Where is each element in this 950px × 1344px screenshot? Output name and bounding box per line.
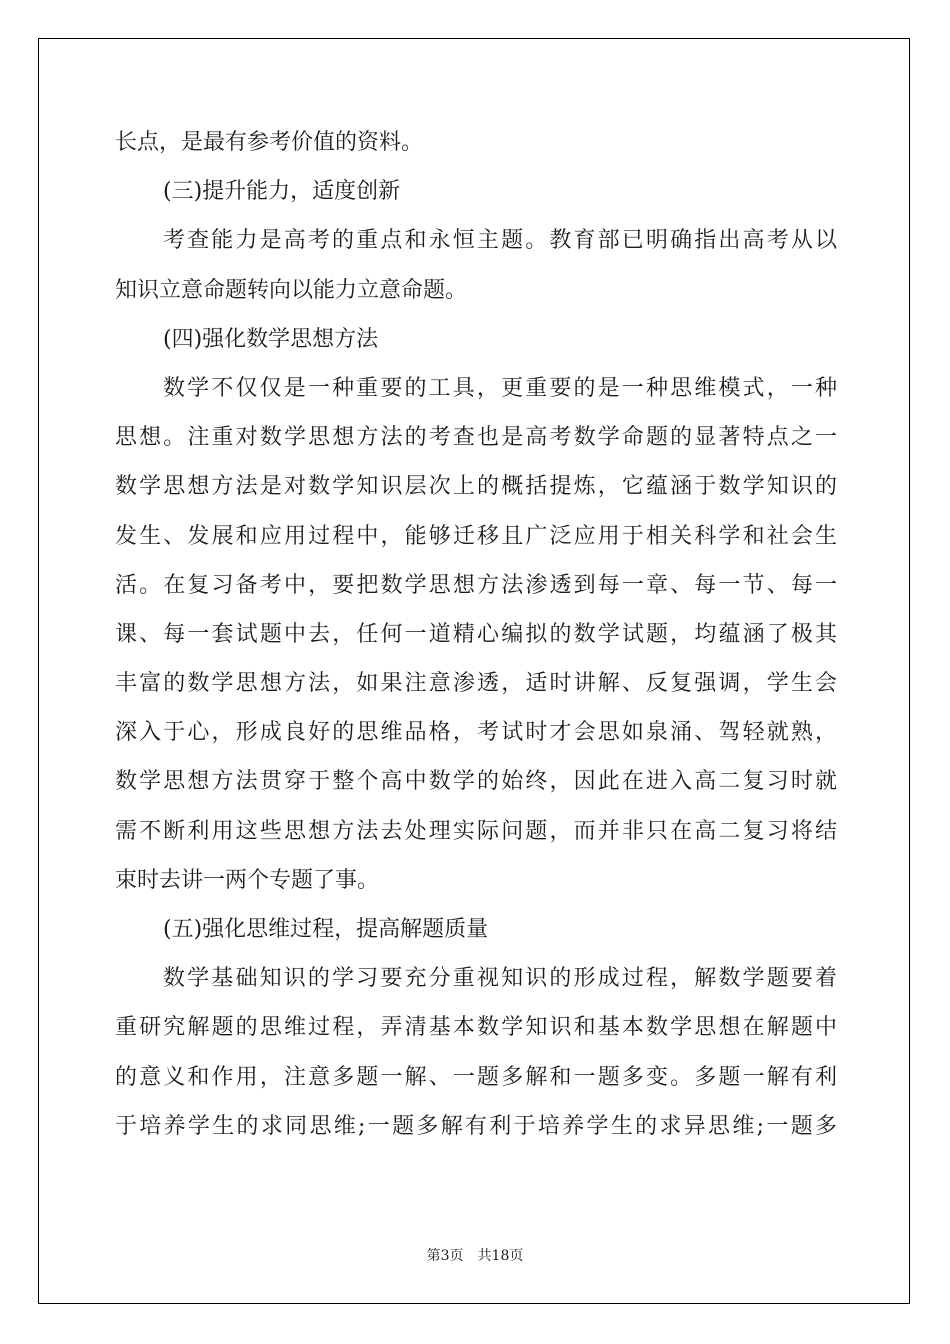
text-line: (四)强化数学思想方法 xyxy=(163,326,379,352)
total-page-count: 共18页 xyxy=(477,1248,524,1264)
text-line: 考查能力是高考的重点和永恒主题。教育部已明确指出高考从以 xyxy=(163,228,837,254)
text-line: 思想。注重对数学思想方法的考查也是高考数学命题的显著特点之一 xyxy=(115,425,837,451)
document-body xyxy=(115,118,837,1151)
text-line: 数学基础知识的学习要充分重视知识的形成过程，解数学题要着 xyxy=(163,966,837,992)
current-page-number: 第3页 xyxy=(426,1248,464,1264)
text-line: (五)强化思维过程，提高解题质量 xyxy=(163,917,489,942)
text-line: 的意义和作用，注意多题一解、一题多解和一题多变。多题一解有利 xyxy=(115,1064,837,1090)
text-line: 发生、发展和应用过程中，能够迁移且广泛应用于相关科学和社会生 xyxy=(115,523,837,549)
text-line: 活。在复习备考中，要把数学思想方法渗透到每一章、每一节、每一 xyxy=(115,572,837,598)
text-line: 知识立意命题转向以能力立意命题。 xyxy=(115,277,468,303)
text-line: 数学思想方法是对数学知识层次上的概括提炼，它蕴涵于数学知识的 xyxy=(115,474,837,500)
page-footer xyxy=(0,1245,950,1265)
text-line: (三)提升能力，适度创新 xyxy=(163,179,401,205)
text-line: 数学思想方法贯穿于整个高中数学的始终，因此在进入高二复习时就 xyxy=(115,769,837,795)
text-line: 束时去讲一两个专题了事。 xyxy=(115,867,380,893)
text-line: 重研究解题的思维过程，弄清基本数学知识和基本数学思想在解题中 xyxy=(115,1015,837,1041)
text-line: 于培养学生的求同思维;一题多解有利于培养学生的求异思维;一题多 xyxy=(115,1113,837,1139)
text-line: 长点，是最有参考价值的资料。 xyxy=(115,130,424,155)
text-line: 课、每一套试题中去，任何一道精心编拟的数学试题，均蕴涵了极其 xyxy=(115,621,837,647)
text-line: 深入于心，形成良好的思维品格，考试时才会思如泉涌、驾轻就熟， xyxy=(115,720,837,746)
text-line: 丰富的数学思想方法，如果注意渗透，适时讲解、反复强调，学生会 xyxy=(115,671,837,697)
text-line: 需不断利用这些思想方法去处理实际问题，而并非只在高二复习将结 xyxy=(115,818,837,844)
text-line: 数学不仅仅是一种重要的工具，更重要的是一种思维模式，一种 xyxy=(163,375,837,401)
